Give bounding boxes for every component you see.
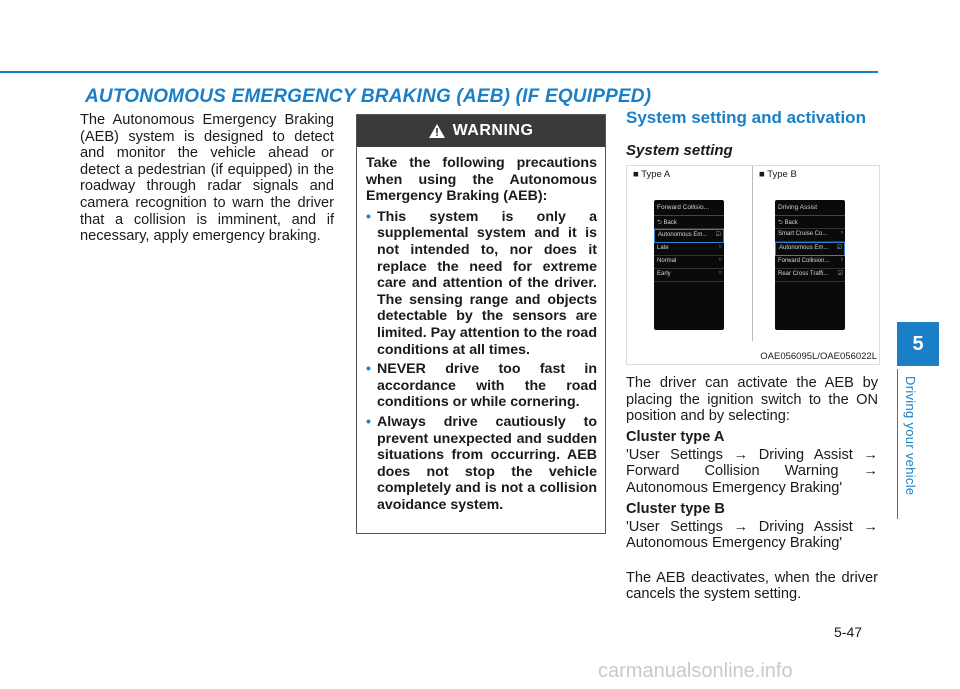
screen-b-title: Driving Assist: [775, 200, 845, 216]
screen-a-item: Normal ○: [654, 256, 724, 269]
warning-bullet: • NEVER drive too fast in accordance with the road conditions or while cornering.: [366, 361, 597, 411]
chevron-right-icon: ›: [841, 257, 843, 263]
screen-type-b: [775, 200, 845, 330]
warning-header: [357, 115, 605, 147]
warning-box: [356, 114, 606, 534]
bullet-dot-icon: •: [366, 208, 371, 225]
checkbox-icon: ☑: [837, 271, 843, 277]
screen-a-item: Late ○: [654, 243, 724, 256]
chapter-label: Driving your vehicle: [903, 376, 918, 496]
type-b-label: ■ Type B: [759, 169, 797, 180]
radio-icon: ○: [718, 257, 722, 263]
radio-icon: ○: [718, 270, 722, 276]
chevron-right-icon: ›: [841, 230, 843, 236]
cluster-b-label: Cluster type B: [626, 500, 725, 517]
warning-list: [366, 209, 597, 514]
screen-b-item: Forward Collision... ›: [775, 256, 845, 269]
intro-paragraph: The Autonomous Emergency Braking (AEB) system is designed to detect and monitor the vehicle ahead or detect a pedestrian (if equipped) in the roadway through radar signals and camera recognition to warn the driver that a collision is imminent, and if necessary, apply emergency braking.: [80, 112, 334, 245]
radio-icon: ○: [718, 244, 722, 250]
bullet-dot-icon: •: [366, 361, 371, 378]
cluster-a-label: Cluster type A: [626, 428, 725, 445]
screen-type-a: [654, 200, 724, 330]
subsection-heading: System setting and activation: [626, 108, 866, 127]
screen-b-item: ⮌ Back: [775, 216, 845, 229]
warning-body: [357, 147, 605, 513]
cluster-b-path: 'User Settings → Driving Assist → Autonomous Emergency Braking': [626, 518, 878, 552]
warning-intro: Take the following precautions when using the Autonomous Emergency Braking (AEB):: [366, 155, 597, 205]
chapter-tab: 5: [897, 322, 939, 366]
screen-a-item: ⮌ Back: [654, 216, 724, 229]
screen-a-title: Forward Collisio...: [654, 200, 724, 216]
warning-triangle-icon: [429, 124, 445, 138]
bullet-dot-icon: •: [366, 413, 371, 430]
page-number: 5-47: [834, 624, 863, 640]
checkbox-icon: ☑: [715, 232, 721, 238]
type-a-label: ■ Type A: [633, 169, 671, 180]
top-rule: [0, 71, 878, 73]
section-title: AUTONOMOUS EMERGENCY BRAKING (AEB) (IF EQUIPPED): [85, 86, 652, 107]
figure-code: OAE056095L/OAE056022L: [760, 351, 877, 362]
warning-label: WARNING: [452, 122, 534, 139]
cluster-a-path: 'User Settings → Driving Assist → Forward Collision Warning → Autonomous Emergency Braking': [626, 446, 878, 496]
settings-figure: [626, 165, 880, 365]
activation-paragraph: The driver can activate the AEB by placing the ignition switch to the ON position and by selecting:: [626, 375, 878, 425]
warning-bullet: • Always drive cautiously to prevent unexpected and sudden situations from occurring. AEB does not stop the vehicle completely and is not a collision avoidance system.: [366, 413, 597, 513]
screen-a-item: Early ○: [654, 269, 724, 282]
deactivation-paragraph: The AEB deactivates, when the driver cancels the system setting.: [626, 569, 878, 603]
warning-bullet: • This system is only a supplemental system and it is not intended to, nor does it replace the need for extreme care and attention of the driver. The sensing range and objects detectable by the sensors are limited. Pay attention to the road conditions at all times.: [366, 208, 597, 358]
screen-b-item-selected: Autonomous Em... ☑: [775, 242, 845, 256]
screen-b-item: Smart Cruise Co... ›: [775, 229, 845, 242]
checkbox-icon: ☑: [836, 245, 842, 251]
screen-a-item-selected: Autonomous Em... ☑: [654, 229, 724, 243]
subsection-subheading: System setting: [626, 142, 733, 159]
right-column: [626, 108, 878, 603]
screen-b-item: Rear Cross Traffi... ☑: [775, 269, 845, 282]
figure-divider: [752, 166, 753, 341]
watermark: carmanualsonline.info: [598, 660, 793, 682]
